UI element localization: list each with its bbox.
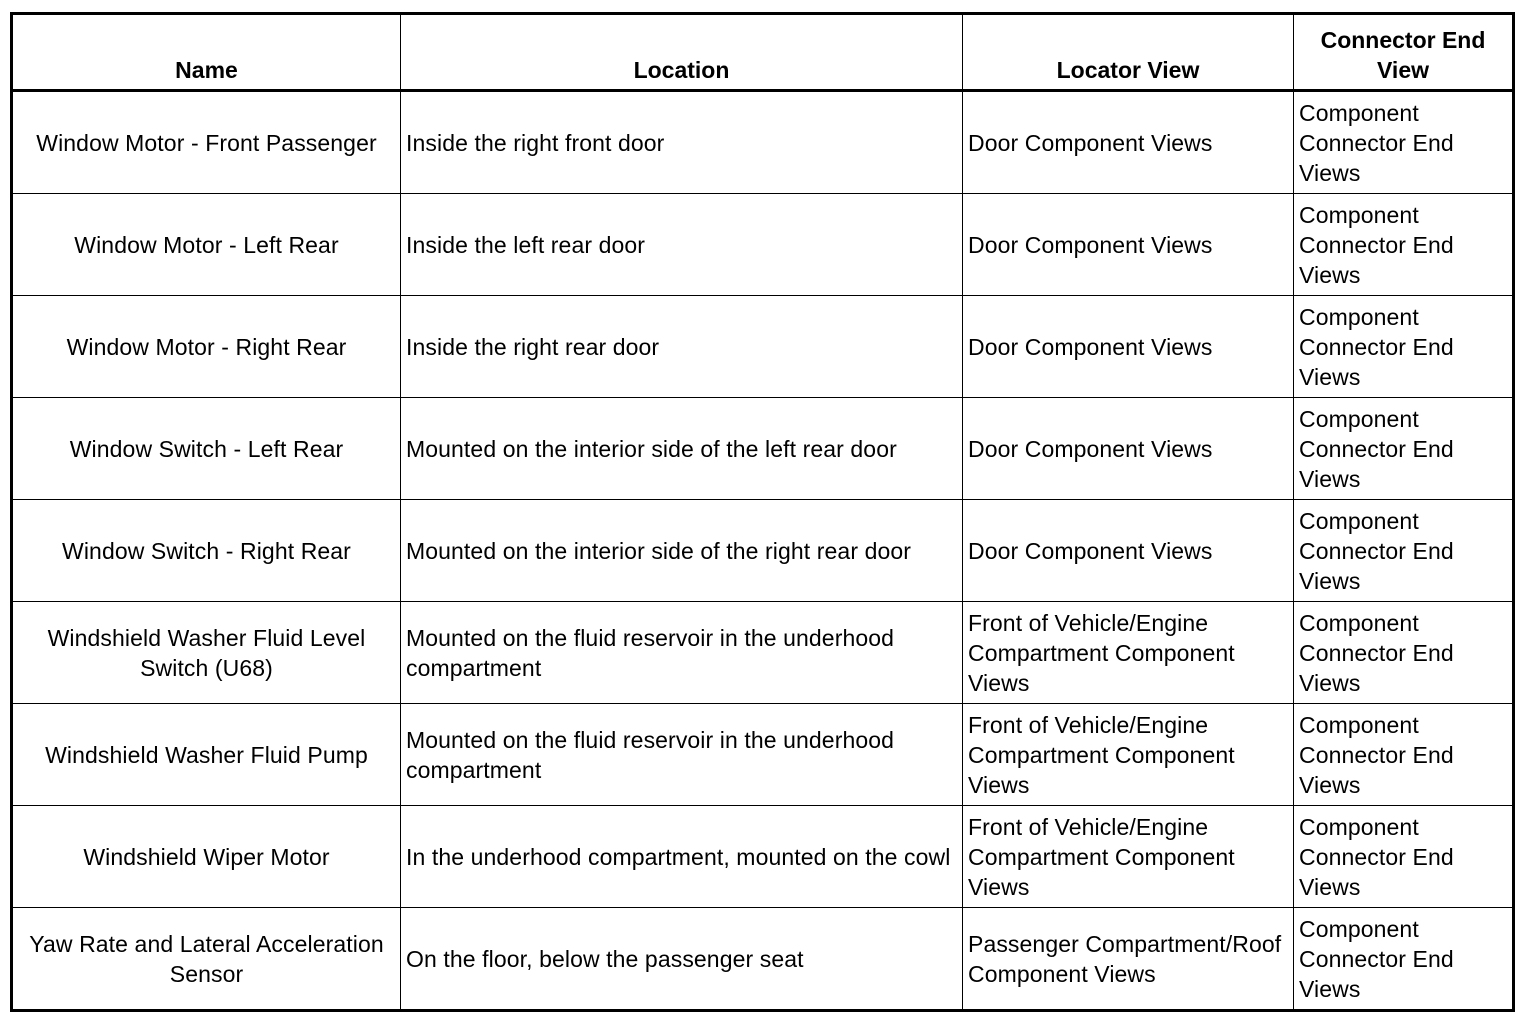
header-locator-view: Locator View — [963, 14, 1294, 91]
cell-name: Windshield Wiper Motor — [12, 806, 401, 908]
cell-locator-view: Door Component Views — [963, 194, 1294, 296]
table-row — [12, 806, 1514, 908]
table-header — [12, 14, 1514, 91]
cell-location: Inside the right rear door — [401, 296, 963, 398]
component-locator-table — [10, 12, 1515, 1012]
cell-connector-end-view: Component Connector End Views — [1294, 91, 1514, 194]
cell-location: Inside the left rear door — [401, 194, 963, 296]
table-row — [12, 398, 1514, 500]
cell-locator-view: Front of Vehicle/Engine Compartment Component Views — [963, 806, 1294, 908]
cell-locator-view: Door Component Views — [963, 398, 1294, 500]
table-row — [12, 908, 1514, 1011]
cell-name: Windshield Washer Fluid Pump — [12, 704, 401, 806]
cell-location: Mounted on the fluid reservoir in the underhood compartment — [401, 704, 963, 806]
cell-name: Windshield Washer Fluid Level Switch (U68) — [12, 602, 401, 704]
cell-locator-view: Front of Vehicle/Engine Compartment Component Views — [963, 602, 1294, 704]
cell-locator-view: Front of Vehicle/Engine Compartment Component Views — [963, 704, 1294, 806]
cell-location: On the floor, below the passenger seat — [401, 908, 963, 1011]
cell-name: Window Motor - Front Passenger — [12, 91, 401, 194]
cell-location: Inside the right front door — [401, 91, 963, 194]
cell-connector-end-view: Component Connector End Views — [1294, 704, 1514, 806]
cell-connector-end-view: Component Connector End Views — [1294, 500, 1514, 602]
cell-connector-end-view: Component Connector End Views — [1294, 602, 1514, 704]
cell-location: Mounted on the interior side of the right rear door — [401, 500, 963, 602]
cell-locator-view: Door Component Views — [963, 500, 1294, 602]
header-connector-end-view: Connector End View — [1294, 14, 1514, 91]
table-row — [12, 194, 1514, 296]
header-name: Name — [12, 14, 401, 91]
header-location: Location — [401, 14, 963, 91]
cell-location: In the underhood compartment, mounted on the cowl — [401, 806, 963, 908]
table-body — [12, 91, 1514, 1011]
cell-locator-view: Door Component Views — [963, 296, 1294, 398]
cell-connector-end-view: Component Connector End Views — [1294, 194, 1514, 296]
cell-name: Yaw Rate and Lateral Acceleration Sensor — [12, 908, 401, 1011]
table-row — [12, 91, 1514, 194]
cell-location: Mounted on the interior side of the left rear door — [401, 398, 963, 500]
table-row — [12, 704, 1514, 806]
cell-connector-end-view: Component Connector End Views — [1294, 908, 1514, 1011]
table-row — [12, 500, 1514, 602]
cell-name: Window Switch - Right Rear — [12, 500, 401, 602]
table-row — [12, 602, 1514, 704]
cell-name: Window Motor - Right Rear — [12, 296, 401, 398]
cell-connector-end-view: Component Connector End Views — [1294, 398, 1514, 500]
table-row — [12, 296, 1514, 398]
cell-name: Window Switch - Left Rear — [12, 398, 401, 500]
cell-location: Mounted on the fluid reservoir in the underhood compartment — [401, 602, 963, 704]
cell-locator-view: Door Component Views — [963, 91, 1294, 194]
cell-connector-end-view: Component Connector End Views — [1294, 806, 1514, 908]
cell-locator-view: Passenger Compartment/Roof Component Views — [963, 908, 1294, 1011]
cell-name: Window Motor - Left Rear — [12, 194, 401, 296]
header-row — [12, 14, 1514, 91]
cell-connector-end-view: Component Connector End Views — [1294, 296, 1514, 398]
